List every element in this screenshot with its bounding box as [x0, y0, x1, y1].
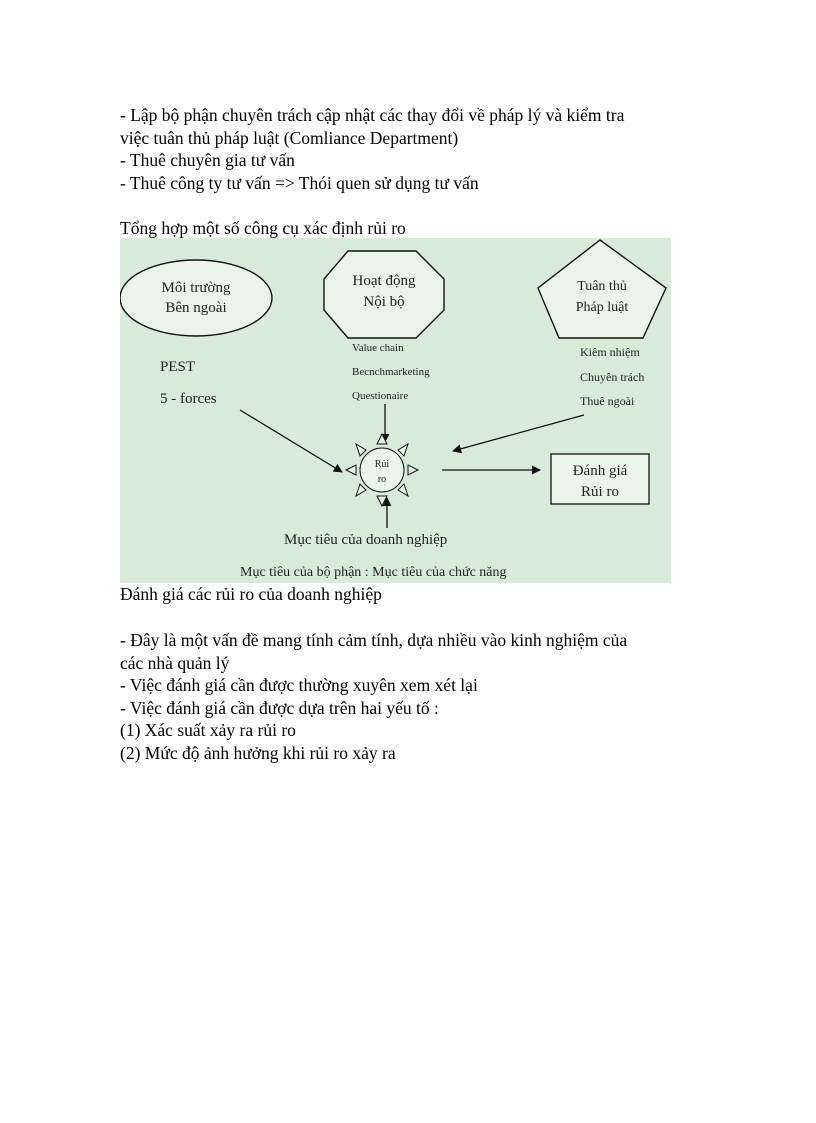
value-chain-label: Value chain	[352, 342, 404, 354]
compliance-label-1: Tuân thủ	[577, 279, 627, 294]
risk-label-2: ro	[377, 474, 387, 485]
dedicated-label: Chuyên trách	[580, 370, 645, 384]
questionnaire-label: Questionaire	[352, 390, 409, 402]
internal-operations-label-1: Hoạt động	[352, 273, 416, 289]
outsourced-label: Thuê ngoài	[580, 394, 635, 408]
intro-paragraph	[120, 104, 720, 194]
tools-heading: Tổng hợp một số công cụ xác định rủi ro	[120, 218, 406, 238]
intro-line: - Thuê chuyên gia tư vấn	[120, 150, 295, 170]
risk-identification-diagram	[120, 238, 671, 583]
external-environment-label-2: Bên ngoài	[165, 300, 227, 316]
internal-operations-label-2: Nội bộ	[363, 294, 405, 310]
unit-goal-label: Mục tiêu của bộ phận : Mục tiêu của chức năng	[240, 565, 507, 580]
assessment-line: (2) Mức độ ảnh hưởng khi rủi ro xảy ra	[120, 742, 396, 763]
risk-assessment-label-2: Rủi ro	[581, 484, 619, 500]
risk-assessment-label-1: Đánh giá	[572, 463, 628, 479]
external-environment-ellipse	[120, 260, 272, 336]
assessment-line: - Đây là một vấn đề mang tính cảm tính, dựa nhiều vào kinh nghiệm của	[120, 630, 628, 650]
intro-line: - Thuê công ty tư vấn => Thói quen sử dụng tư vấn	[120, 172, 479, 193]
pest-label: PEST	[160, 359, 196, 375]
external-environment-label-1: Môi trường	[161, 280, 231, 296]
intro-line: việc tuân thủ pháp luật (Comliance Department)	[120, 127, 459, 148]
compliance-label-2: Pháp luật	[575, 300, 629, 315]
risk-label-1: Rủi	[374, 459, 390, 470]
benchmarking-label: Becnchmarketing	[352, 366, 430, 378]
assessment-line: các nhà quản lý	[120, 652, 230, 673]
concurrent-label: Kiêm nhiệm	[580, 345, 640, 359]
intro-line: - Lập bộ phận chuyên trách cập nhật các thay đổi về pháp lý và kiểm tra	[120, 105, 625, 125]
business-goal-label: Mục tiêu của doanh nghiệp	[284, 532, 448, 548]
assessment-line: - Việc đánh giá cần được dựa trên hai yếu tố :	[120, 697, 439, 718]
assessment-heading: Đánh giá các rủi ro của doanh nghiệp	[120, 584, 382, 604]
assessment-paragraph	[120, 629, 720, 764]
five-forces-label: 5 - forces	[160, 391, 217, 407]
assessment-line: (1) Xác suất xảy ra rủi ro	[120, 720, 296, 740]
assessment-line: - Việc đánh giá cần được thường xuyên xem xét lại	[120, 675, 478, 695]
